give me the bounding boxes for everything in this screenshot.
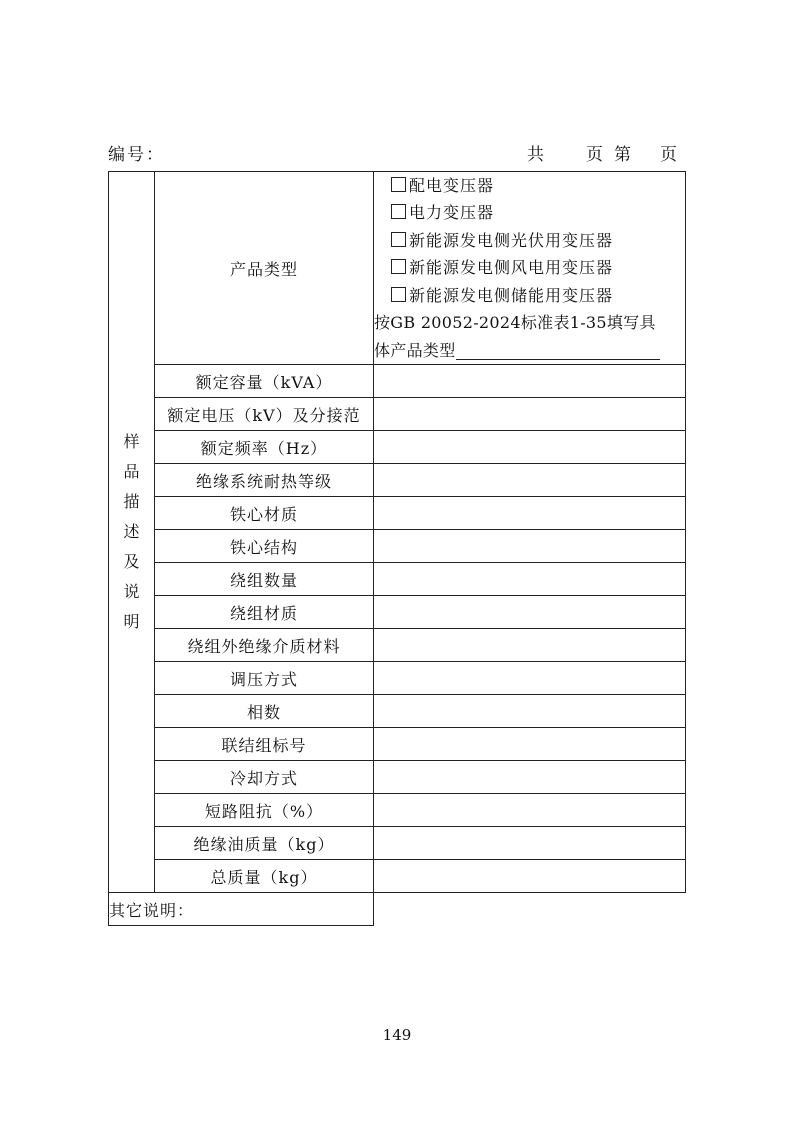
row-value-field[interactable] [374,662,686,695]
product-type-option[interactable] [374,282,685,309]
product-type-option[interactable] [374,172,685,199]
row-label: 冷却方式 [155,761,374,794]
side-title-char: 说 [123,582,140,601]
row-value-field[interactable] [374,695,686,728]
row-value-field[interactable] [374,596,686,629]
checkbox-icon[interactable] [391,232,406,247]
row-value-field[interactable] [374,398,686,431]
row-value-field[interactable] [374,431,686,464]
row-value-field[interactable] [374,365,686,398]
product-type-options [374,172,686,365]
row-label: 绝缘油质量（kg） [155,827,374,860]
row-value-field[interactable] [374,530,686,563]
row-label: 调压方式 [155,662,374,695]
table-row [109,860,686,893]
row-label: 额定容量（kVA） [155,365,374,398]
product-type-option-label: 新能源发电侧风电用变压器 [409,258,614,278]
page-number: 149 [382,1026,412,1044]
product-type-label: 产品类型 [155,172,374,365]
checkbox-icon[interactable] [391,259,406,274]
table-row [109,827,686,860]
table-row [109,695,686,728]
row-label: 短路阻抗（%） [155,794,374,827]
side-title-char: 及 [123,552,140,571]
other-notes-field[interactable]: 其它说明： [109,893,374,926]
product-type-option[interactable] [374,254,685,281]
row-label: 铁心材质 [155,497,374,530]
product-type-note-line1: 按GB 20052-2024标准表1-35填写具 [374,313,656,333]
product-type-note-line2: 体产品类型 [374,340,456,360]
table-row [109,530,686,563]
row-value-field[interactable] [374,464,686,497]
row-label: 额定频率（Hz） [155,431,374,464]
table-row [109,464,686,497]
side-title [109,172,155,893]
sample-description-table [108,171,686,926]
row-label: 总质量（kg） [155,860,374,893]
row-value-field[interactable] [374,761,686,794]
side-title-char: 样 [123,432,140,451]
product-type-option-label: 新能源发电侧储能用变压器 [409,285,614,305]
row-label: 绝缘系统耐热等级 [155,464,374,497]
product-type-option-label: 电力变压器 [409,203,495,223]
table-row [109,596,686,629]
row-label: 绕组材质 [155,596,374,629]
checkbox-icon[interactable] [391,204,406,219]
side-title-char: 描 [123,492,140,511]
row-value-field[interactable] [374,860,686,893]
product-type-option[interactable] [374,227,685,254]
table-row [109,761,686,794]
row-label: 铁心结构 [155,530,374,563]
row-value-field[interactable] [374,629,686,662]
row-value-field[interactable] [374,827,686,860]
checkbox-icon[interactable] [391,177,406,192]
page-current-prefix: 第 [614,145,631,165]
table-row [109,629,686,662]
row-value-field[interactable] [374,728,686,761]
table-row [109,563,686,596]
side-title-char: 品 [123,462,140,481]
row-value-field[interactable] [374,497,686,530]
row-label: 联结组标号 [155,728,374,761]
row-value-field[interactable] [374,794,686,827]
table-row [109,365,686,398]
form-number-label: 编号： [108,145,165,165]
product-type-fill-line[interactable] [456,341,660,360]
page-current-suffix: 页 [660,145,677,165]
table-row [109,398,686,431]
row-label: 绕组数量 [155,563,374,596]
product-type-option-label: 新能源发电侧光伏用变压器 [409,230,614,250]
table-row [109,662,686,695]
other-notes-row [109,893,686,926]
product-type-note [374,309,685,364]
product-type-option-label: 配电变压器 [409,176,495,196]
side-title-char: 明 [123,612,140,631]
page-total-prefix: 共 [527,145,544,165]
table-row [109,794,686,827]
page-total-suffix: 页 [586,145,603,165]
side-title-char: 述 [123,522,140,541]
table-row [109,728,686,761]
row-label: 额定电压（kV）及分接范 [155,398,374,431]
row-label: 绕组外绝缘介质材料 [155,629,374,662]
table-row [109,431,686,464]
product-type-option[interactable] [374,199,685,226]
row-value-field[interactable] [374,563,686,596]
checkbox-icon[interactable] [391,287,406,302]
table-row [109,497,686,530]
row-label: 相数 [155,695,374,728]
